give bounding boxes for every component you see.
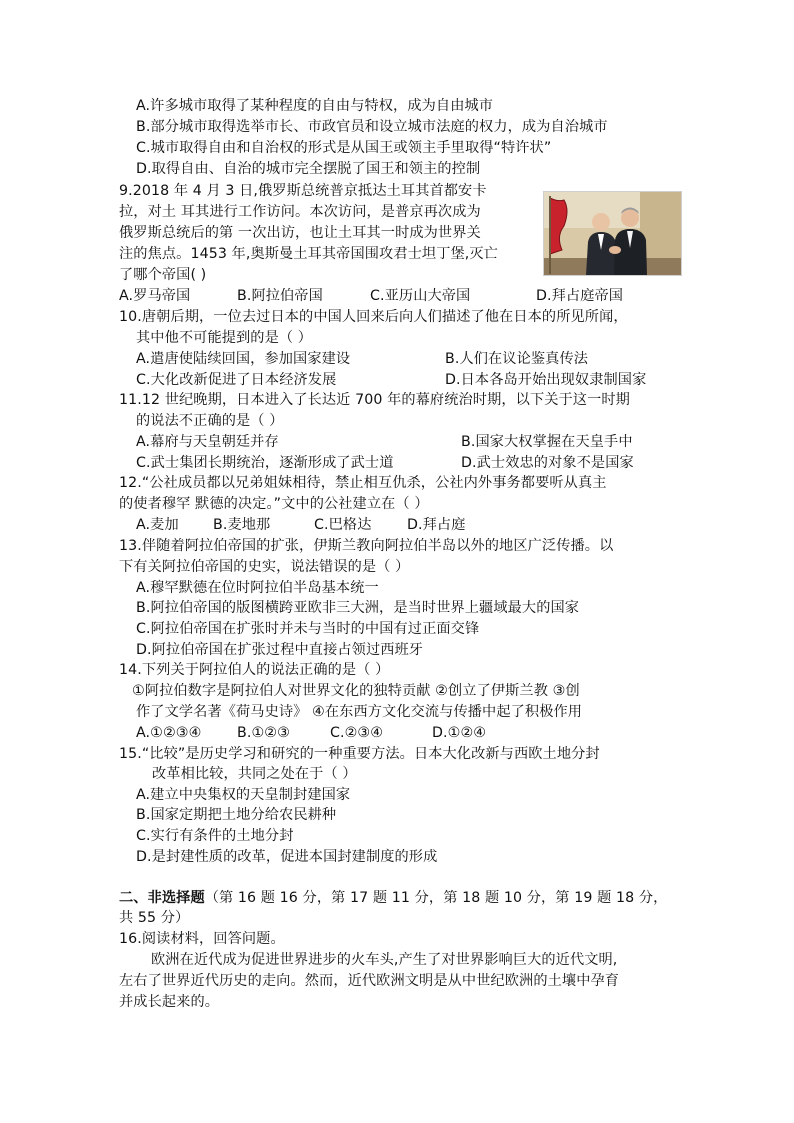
q9-option-c: C.亚历山大帝国 [370, 288, 471, 304]
q9-stem-line: 9.2018 年 4 月 3 日,俄罗斯总统普京抵达土耳其首都安卡 [119, 183, 487, 199]
q12-option-d: D.拜占庭 [407, 517, 466, 533]
q16-material-line: 并成长起来的。 [119, 994, 220, 1010]
q9-stem-line: 拉，对土 耳其进行工作访问。本次访问，是普京再次成为 [119, 204, 481, 220]
q11-option-b: B.国家大权掌握在天皇手中 [461, 434, 633, 450]
q10-option-b: B.人们在议论鉴真传法 [445, 351, 589, 367]
q12-stem-line: 的使者穆罕 默德的决定。”文中的公社建立在（ ） [119, 496, 429, 512]
q12-option-a: A.麦加 [136, 517, 179, 533]
q11-option-d: D.武士效忠的对象不是国家 [461, 455, 634, 471]
q11-option-c: C.武士集团长期统治，逐渐形成了武士道 [136, 455, 394, 471]
q10-option-c: C.大化改新促进了日本经济发展 [136, 372, 337, 388]
q11-stem-line: 的说法不正确的是（ ） [136, 413, 284, 429]
q13-option-a: A.穆罕默德在位时阿拉伯半岛基本统一 [136, 580, 379, 596]
q15-option-b: B.国家定期把土地分给农民耕种 [136, 807, 337, 823]
q14-option-c: C.②③④ [330, 725, 384, 741]
q11-stem-line: 11.12 世纪晚期，日本进入了长达近 700 年的幕府统治时期，以下关于这一时期 [119, 392, 630, 408]
q13-option-b: B.阿拉伯帝国的版图横跨亚欧非三大洲，是当时世界上疆域最大的国家 [136, 600, 580, 616]
q15-stem-line: 改革相比较，共同之处在于（ ） [152, 766, 357, 782]
q14-option-b: B.①②③ [237, 725, 290, 741]
q14-statement-line: ①阿拉伯数字是阿拉伯人对世界文化的独特贡献 ②创立了伊斯兰教 ③创 [132, 683, 580, 699]
q9-option-b: B.阿拉伯帝国 [237, 288, 323, 304]
q13-stem-line: 13.伴随着阿拉伯帝国的扩张，伊斯兰教向阿拉伯半岛以外的地区广泛传播。以 [119, 538, 614, 554]
q10-stem-line: 10.唐朝后期，一位去过日本的中国人回来后向人们描述了他在日本的所见所闻， [119, 309, 628, 325]
q15-option-c: C.实行有条件的土地分封 [136, 828, 294, 844]
q16-material-line: 左右了世界近代历史的走向。然而，近代欧洲文明是从中世纪欧洲的土壤中孕育 [119, 973, 620, 989]
q15-option-a: A.建立中央集权的天皇制封建国家 [136, 787, 351, 803]
q9-stem-line: 俄罗斯总统后的第 一次出访，也让土耳其一时成为世界关 [119, 225, 481, 241]
section-score-note: （第 16 题 16 分，第 17 题 11 分，第 18 题 10 分，第 19 题 18 分， [204, 890, 668, 906]
section-score-note-cont: 共 55 分） [119, 910, 190, 926]
q16-material-line: 欧洲在近代成为促进世界进步的火车头,产生了对世界影响巨大的近代文明, [151, 952, 618, 968]
news-photo-illustration [544, 192, 681, 275]
q10-option-d: D.日本各岛开始出现奴隶制国家 [445, 372, 647, 388]
q15-stem-line: 15.“比较”是历史学习和研究的一种重要方法。日本大化改新与西欧土地分封 [119, 746, 600, 762]
q8-option-a: A.许多城市取得了某种程度的自由与特权，成为自由城市 [136, 98, 494, 114]
q8-option-d: D.取得自由、自治的城市完全摆脱了国王和领主的控制 [136, 161, 481, 177]
q15-option-d: D.是封建性质的改革，促进本国封建制度的形成 [136, 849, 438, 865]
q14-stem: 14.下列关于阿拉伯人的说法正确的是（ ） [119, 662, 390, 678]
q13-option-d: D.阿拉伯帝国在扩张过程中直接占领过西班牙 [136, 642, 424, 658]
q16-stem: 16.阅读材料，回答问题。 [119, 931, 285, 947]
q12-option-c: C.巴格达 [314, 517, 372, 533]
q10-stem-line: 其中他不可能提到的是（ ） [136, 330, 313, 346]
q14-option-a: A.①②③④ [136, 725, 202, 741]
section-title: 二、非选择题 [119, 890, 205, 906]
news-photo [543, 191, 682, 276]
q14-statement-line: 作了文学名著《荷马史诗》 ④在东西方文化交流与传播中起了积极作用 [136, 704, 583, 720]
q13-option-c: C.阿拉伯帝国在扩张时并未与当时的中国有过正面交锋 [136, 621, 480, 637]
q9-option-d: D.拜占庭帝国 [536, 288, 624, 304]
q11-option-a: A.幕府与天皇朝廷并存 [136, 434, 279, 450]
q9-option-a: A.罗马帝国 [119, 288, 191, 304]
q9-stem-line: 注的焦点。1453 年,奥斯曼土耳其帝国围攻君士坦丁堡,灭亡 [119, 246, 498, 262]
q13-stem-line: 下有关阿拉伯帝国的史实，说法错误的是（ ） [119, 559, 410, 575]
q8-option-c: C.城市取得自由和自治权的形式是从国王或领主手里取得“特许状” [136, 140, 552, 156]
q14-option-d: D.①②④ [432, 725, 487, 741]
q12-option-b: B.麦地那 [213, 517, 271, 533]
q8-option-b: B.部分城市取得选举市长、市政官员和设立城市法庭的权力，成为自治城市 [136, 119, 608, 135]
section-heading-line [119, 888, 667, 908]
q9-stem-line: 了哪个帝国( ) [119, 267, 207, 283]
q10-option-a: A.遣唐使陆续回国，参加国家建设 [136, 351, 351, 367]
q12-stem-line: 12.“公社成员都以兄弟姐妹相待，禁止相互仇杀，公社内外事务都要听从真主 [119, 475, 607, 491]
